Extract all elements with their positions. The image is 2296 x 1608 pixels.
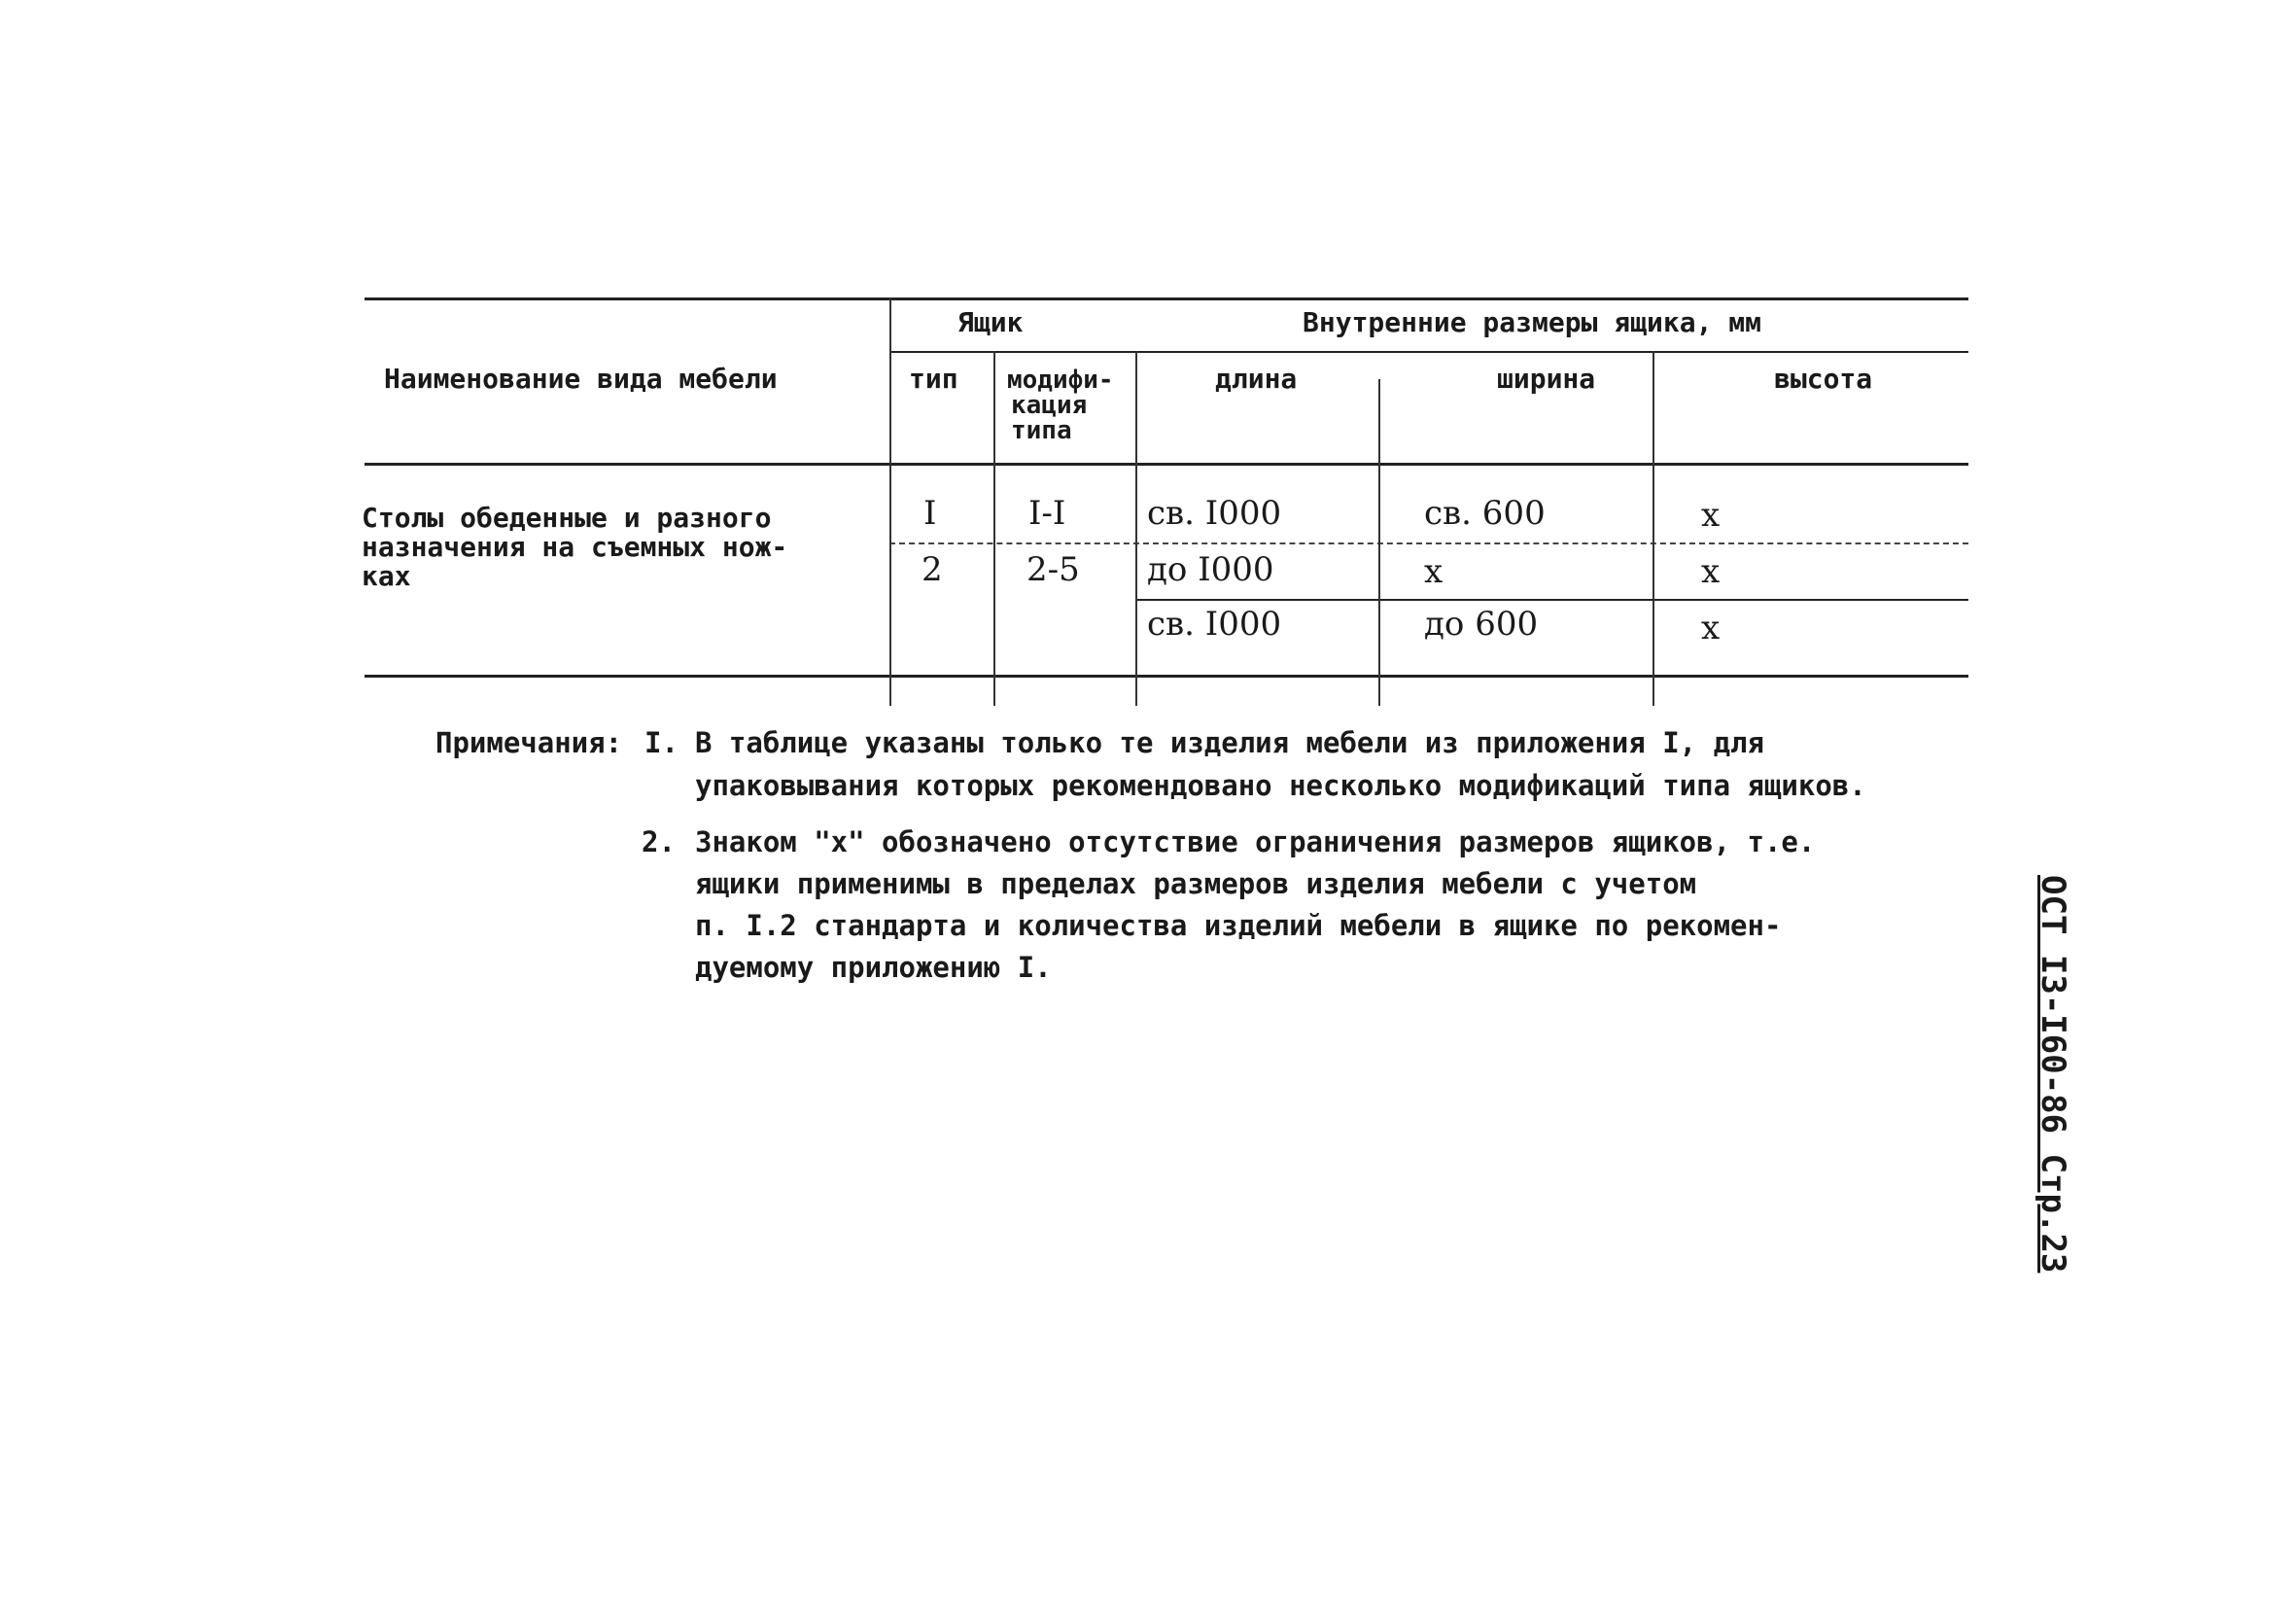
size-2-width: х <box>1424 552 1444 591</box>
header-mod-line-1: модифи- <box>1007 366 1114 395</box>
col-line-width <box>1378 379 1380 706</box>
header-height: высота <box>1774 363 1873 395</box>
row-name-line-3: ках <box>362 560 411 592</box>
note-1-number: I. <box>644 726 678 759</box>
size-1-height: х <box>1701 496 1721 535</box>
note-2-line-2: ящики применимы в пределах размеров изделия мебели с учетом <box>695 867 1697 900</box>
size-1-width: св. 600 <box>1424 494 1546 533</box>
modification-1: I-I <box>1028 494 1066 533</box>
note-1-line-1: В таблице указаны только те изделия мебели из приложения I, для <box>695 726 1764 759</box>
side-stamp: ОСТ I3-I60-86 Стр.23 <box>2034 875 2072 1274</box>
header-mod-line-3: типа <box>1011 416 1072 445</box>
col-line-length <box>1135 351 1137 706</box>
size-3-length: св. I000 <box>1147 605 1282 644</box>
col-line-type <box>889 297 891 706</box>
size-3-width: до 600 <box>1424 605 1539 644</box>
row-separator-1 <box>889 542 1968 544</box>
note-2-line-1: Знаком "х" обозначено отсутствие ограничения размеров ящиков, т.е. <box>695 825 1816 858</box>
header-dims-group: Внутренние размеры ящика, мм <box>1303 306 1762 338</box>
header-box-group: Ящик <box>957 306 1024 338</box>
header-type: тип <box>909 363 958 395</box>
note-1-line-2: упаковывания которых рекомендовано несколько модификаций типа ящиков. <box>695 769 1866 802</box>
row-name-line-1: Столы обеденные и разного <box>362 502 772 534</box>
row-separator-2 <box>1137 599 1968 601</box>
row-name-line-2: назначения на съемных нож- <box>362 531 788 563</box>
header-bottom-rule <box>365 463 1968 466</box>
note-2-number: 2. <box>642 825 676 858</box>
table-bottom-rule <box>365 675 1968 678</box>
header-name-col: Наименование вида мебели <box>384 363 778 395</box>
col-line-mod <box>993 351 995 706</box>
size-2-height: х <box>1701 552 1721 591</box>
notes-label: Примечания: <box>435 726 623 759</box>
header-mod-line-2: кация <box>1011 391 1088 420</box>
modification-2: 2-5 <box>1026 550 1080 589</box>
note-2-line-4: дуемому приложению I. <box>695 951 1052 984</box>
header-width: ширина <box>1497 363 1596 395</box>
header-length: длина <box>1215 363 1298 395</box>
note-2-line-3: п. I.2 стандарта и количества изделий мебели в ящике по рекомен- <box>695 909 1782 942</box>
type-2: 2 <box>922 550 943 589</box>
size-3-height: х <box>1701 609 1721 647</box>
size-1-length: св. I000 <box>1147 494 1282 533</box>
type-1: I <box>923 494 937 533</box>
table-top-rule <box>365 297 1968 300</box>
col-line-height <box>1652 351 1654 706</box>
size-2-length: до I000 <box>1147 550 1274 589</box>
header-sub-rule <box>889 351 1968 353</box>
